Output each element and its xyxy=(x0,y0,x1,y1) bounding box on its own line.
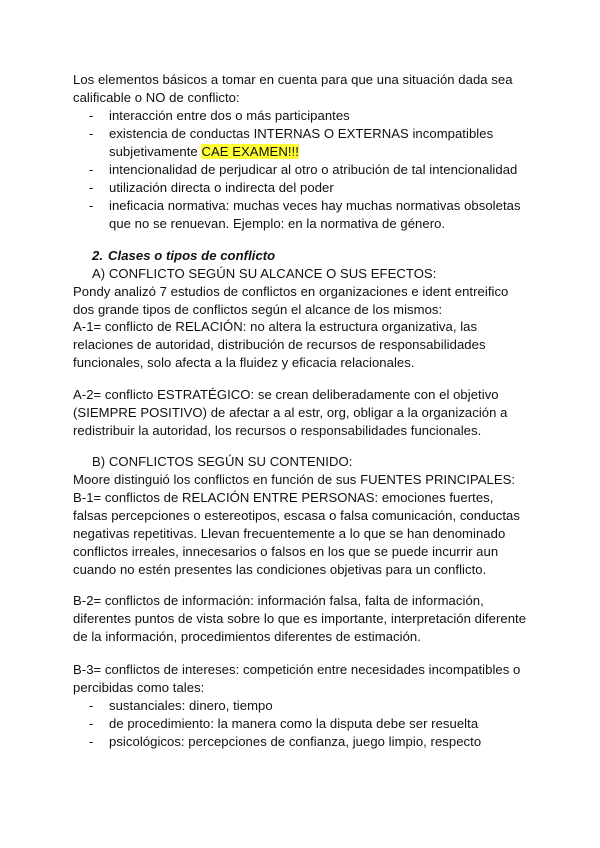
paragraph-line: B-2= conflictos de información: información falsa, falta de información, xyxy=(73,593,484,608)
paragraph-line: conflictos irreales, innecesarios o falsos en los que se puede incurrir aun xyxy=(73,544,499,559)
paragraph-line: de la información, procedimientos diferentes de estimación. xyxy=(73,629,421,644)
bullet-dash: - xyxy=(89,698,94,713)
bullet-item: utilización directa o indirecta del poder xyxy=(109,180,334,195)
bullet-dash: - xyxy=(89,180,94,195)
paragraph-line: B-1= conflictos de RELACIÓN ENTRE PERSONAS: emociones fuertes, xyxy=(73,490,494,505)
bullet-dash: - xyxy=(89,108,94,123)
paragraph-line: B-3= conflictos de intereses: competición entre necesidades incompatibles o xyxy=(73,662,521,677)
section-title: Clases o tipos de conflicto xyxy=(108,248,276,263)
intro-line-1: Los elementos básicos a tomar en cuenta para que una situación dada sea xyxy=(73,72,513,87)
bullet-item-continuation xyxy=(109,143,299,161)
bullet-item: interacción entre dos o más participantes xyxy=(109,108,350,123)
paragraph-line: percibidas como tales: xyxy=(73,680,205,695)
paragraph-line: negativas repetitivas. Llevan frecuentemente a lo que se han denominado xyxy=(73,526,506,541)
paragraph-line: relaciones de autoridad, distribución de recursos de responsabilidades xyxy=(73,337,486,352)
section-heading xyxy=(92,247,275,265)
paragraph-line: falsas percepciones o estereotipos, escasa o falsa comunicación, conductas xyxy=(73,508,520,523)
paragraph-line: (SIEMPRE POSITIVO) de afectar a al estr, org, obligar a la organización a xyxy=(73,405,508,420)
bullet-dash: - xyxy=(89,734,94,749)
bullet-item: intencionalidad de perjudicar al otro o atribución de tal intencionalidad xyxy=(109,162,518,177)
exam-highlight: CAE EXAMEN!!! xyxy=(201,144,299,159)
paragraph-line: funcionales, solo afecta a la fluidez y eficacia relacionales. xyxy=(73,355,415,370)
intro-line-2: calificable o NO de conflicto: xyxy=(73,90,240,105)
paragraph-line: Moore distinguió los conflictos en función de sus FUENTES PRINCIPALES: xyxy=(73,472,516,487)
bullet-dash: - xyxy=(89,126,94,141)
subsection-heading-b: B) CONFLICTOS SEGÚN SU CONTENIDO: xyxy=(92,454,353,469)
paragraph-line: redistribuir la autoridad, los recursos o responsabilidades funcionales. xyxy=(73,423,482,438)
paragraph-line: dos grande tipos de conflictos según el alcance de los mismos: xyxy=(73,302,443,317)
bullet-item: ineficacia normativa: muchas veces hay muchas normativas obsoletas xyxy=(109,198,521,213)
paragraph-line: diferentes puntos de vista sobre lo que es importante, interpretación diferente xyxy=(73,611,527,626)
bullet-dash: - xyxy=(89,198,94,213)
paragraph-line: A-2= conflicto ESTRATÉGICO: se crean deliberadamente con el objetivo xyxy=(73,387,499,402)
paragraph-line: Pondy analizó 7 estudios de conflictos en organizaciones e ident entreifico xyxy=(73,284,509,299)
bullet-dash: - xyxy=(89,162,94,177)
bullet-item: existencia de conductas INTERNAS O EXTERNAS incompatibles xyxy=(109,126,494,141)
bullet-item-continuation: que no se renuevan. Ejemplo: en la normativa de género. xyxy=(109,216,446,231)
subsection-heading-a: A) CONFLICTO SEGÚN SU ALCANCE O SUS EFECTOS: xyxy=(92,266,437,281)
section-number: 2. xyxy=(92,248,104,263)
bullet-dash: - xyxy=(89,716,94,731)
bullet-item: sustanciales: dinero, tiempo xyxy=(109,698,273,713)
bullet-item: de procedimiento: la manera como la disputa debe ser resuelta xyxy=(109,716,479,731)
bullet-item: psicológicos: percepciones de confianza, juego limpio, respecto xyxy=(109,734,482,749)
paragraph-line: A-1= conflicto de RELACIÓN: no altera la estructura organizativa, las xyxy=(73,319,478,334)
paragraph-line: cuando no estén presentes las condiciones objetivas para un conflicto. xyxy=(73,562,487,577)
bullet-text: subjetivamente xyxy=(109,144,202,159)
